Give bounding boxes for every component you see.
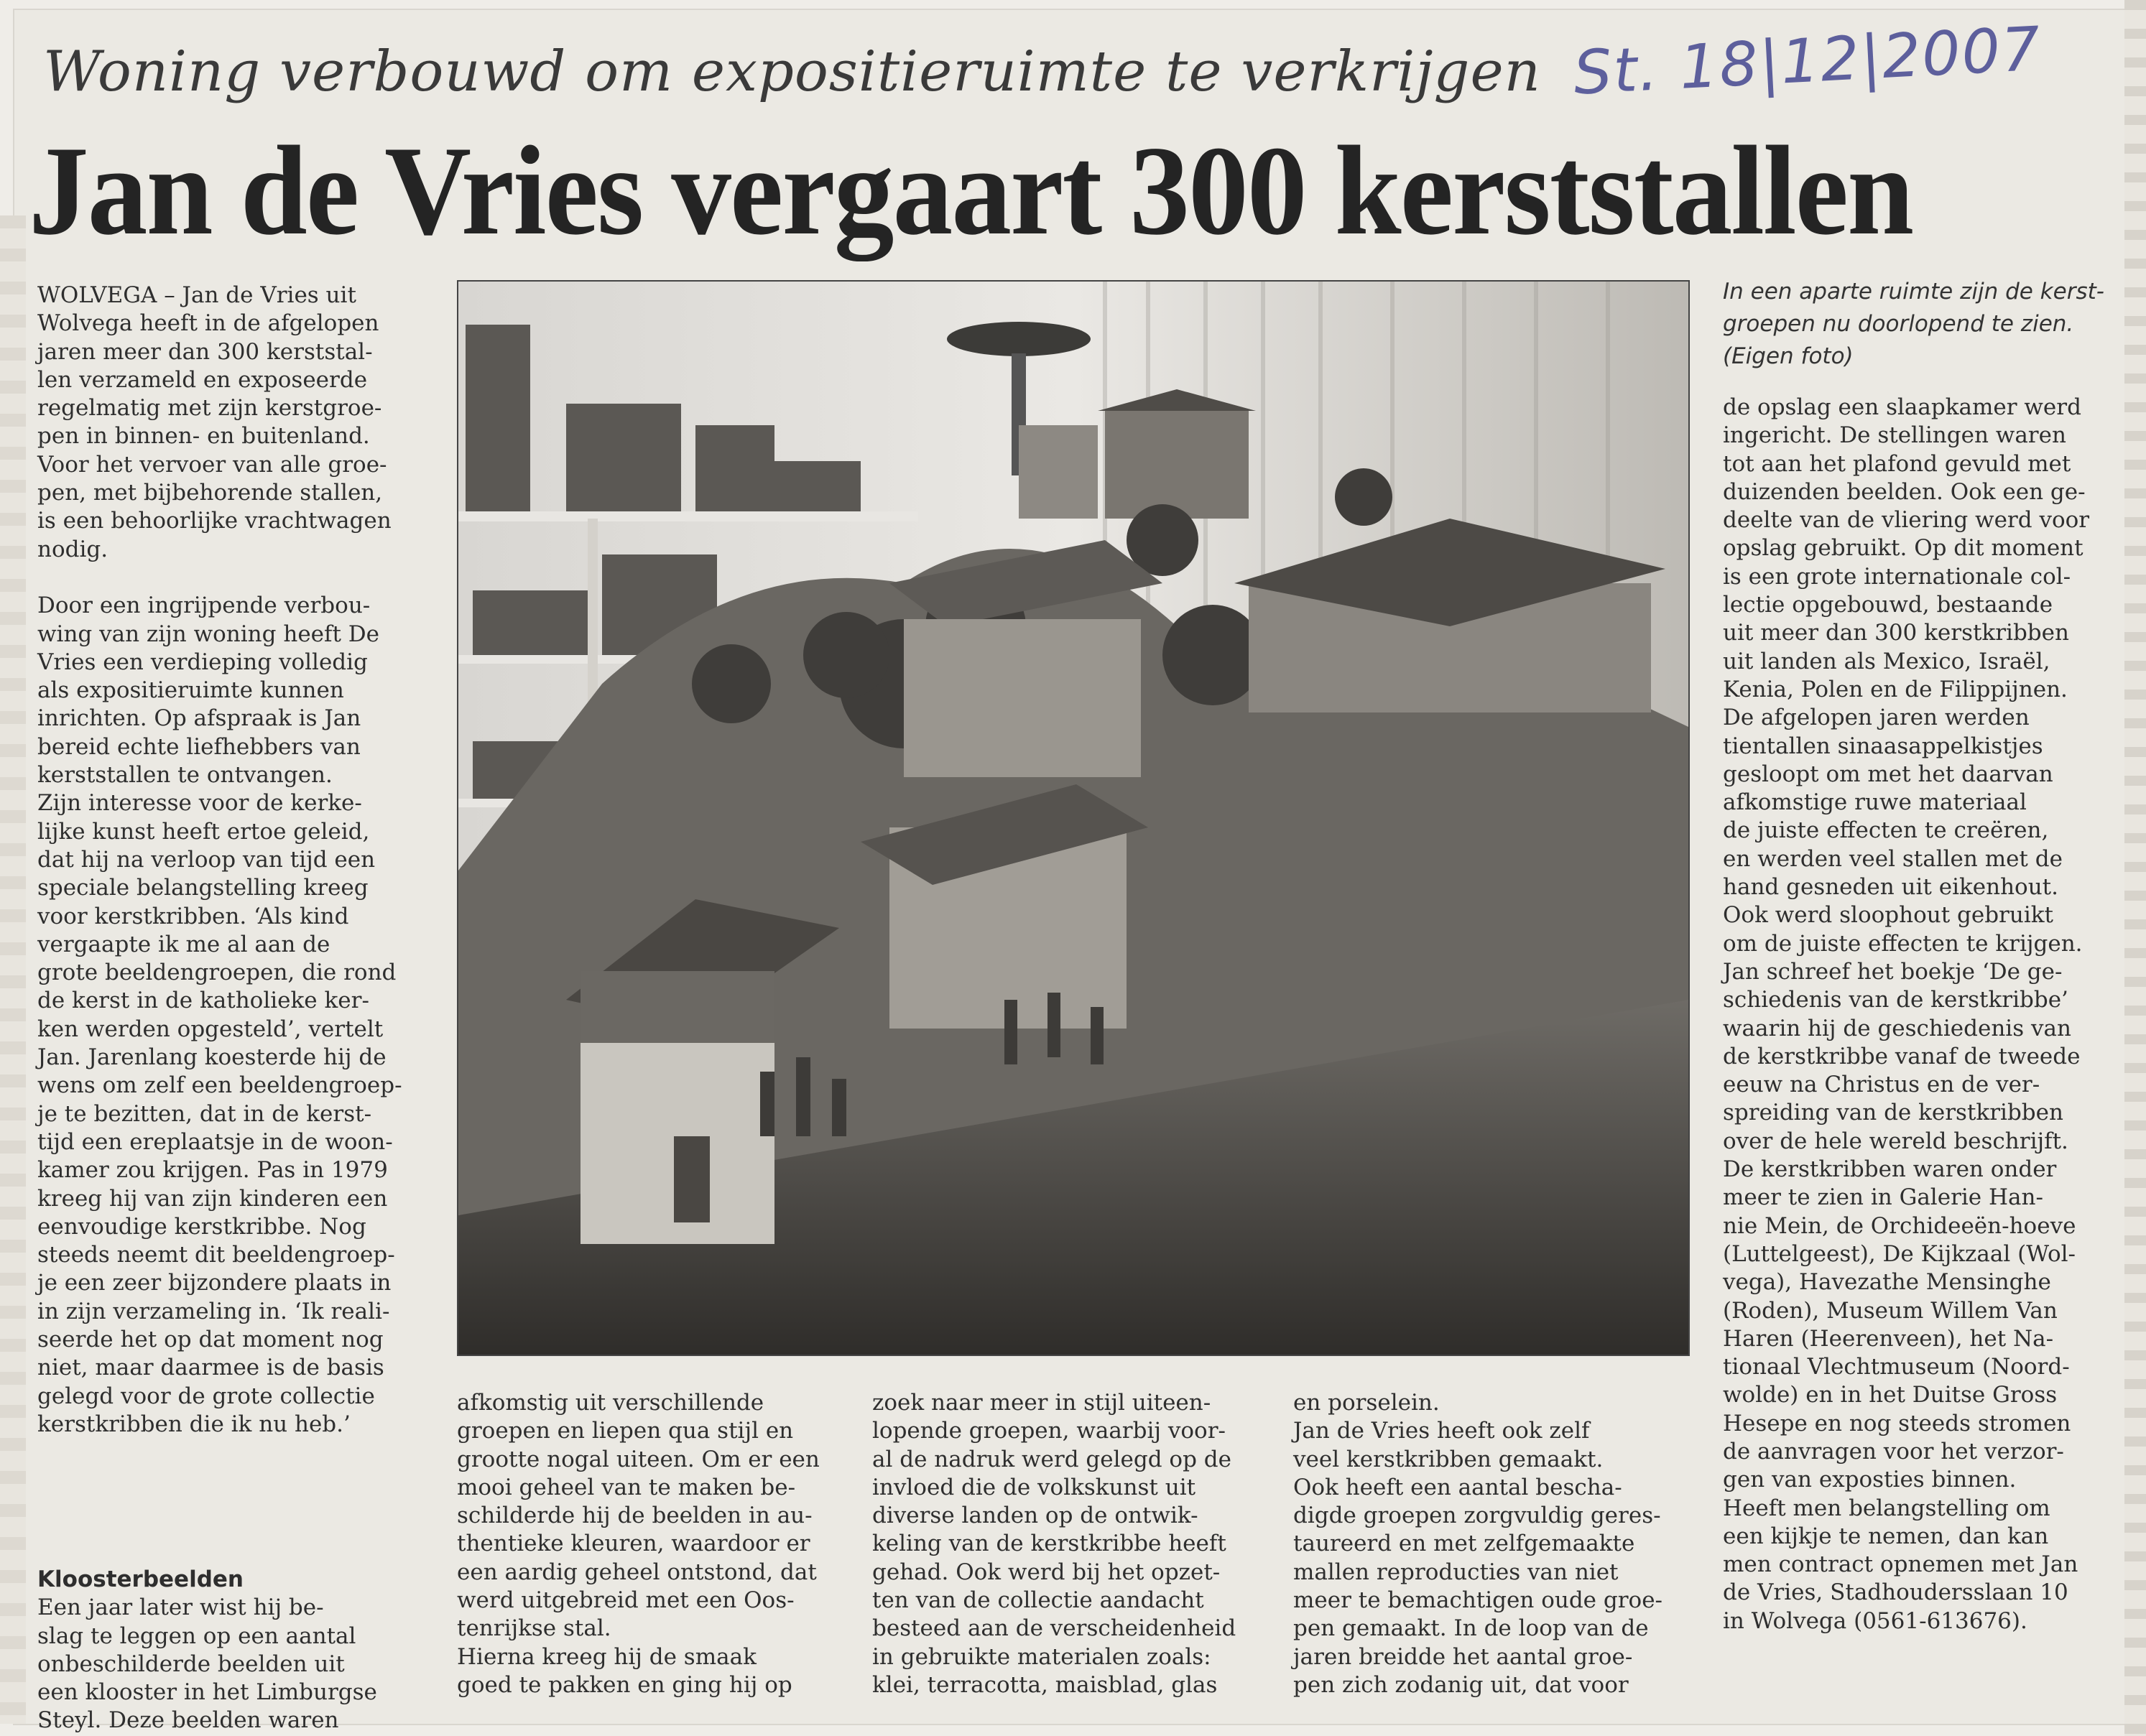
body-column-1: WOLVEGA – Jan de Vries uit Wolvega heeft in de afgelopen jaren meer dan 300 kerststal- len verzameld en exposeerde regelmatig met zijn kerstgroe- pen in binnen- en buitenland. Voor het vervoer van alle groe- pen, met bijbehorende stallen, is een behoorlijke vrachtwagen nodig. Door een ingrijpende verbou- wing van zijn woning heeft De Vries een verdieping volledig als expositieruimte kunnen inrichten. Op afspraak is Jan bereid echte liefhebbers van kerststallen te ontvangen. Zijn interesse voor de kerke- lijke kunst heeft ertoe geleid, dat hij na verloop van tijd een speciale belangstelling kreeg voor kerstkribben. ‘Als kind vergaapte ik me al aan de grote beeldengroepen, die rond de kerst in de katholieke ker- ken werden opgesteld’, vertelt Jan. Jarenlang koesterde hij de wens om zelf een beeldengroep- je te bezitten, dat in de kerst- tijd een ereplaatsje in de woon- kamer zou krijgen. Pas in 1979 kreeg hij van zijn kinderen een eenvoudige kerstkribbe. Nog steeds neemt dit beeldengroep- je een zeer bijzondere plaats in in zijn verzameling in. ‘Ik reali- seerde het op dat moment nog niet, maar daarmee is de basis gelegd voor de grote collectie kerstkribben die ik nu heb.’ xyxy=(37,282,402,1437)
photo-caption: In een aparte ruimte zijn de kerst- groepen nu doorlopend te zien. (Eigen foto) xyxy=(1723,279,2104,369)
body-column-4: en porselein. Jan de Vries heeft ook zelf veel kerstkribben gemaakt. Ook heeft een aantal bescha- digde groepen zorgvuldig geres- taureerd en met zelfgemaakte mallen reproducties van niet meer te bemachtigen oude groe- pen gemaakt. In de loop van de jaren breidde het aantal groe- pen zich zodanig uit, dat voor xyxy=(1293,1390,1663,1698)
body-column-1-bottom xyxy=(37,1537,425,1735)
handwritten-date: St. 18|12|2007 xyxy=(1571,13,2043,108)
photo-illustration xyxy=(458,282,1688,1355)
body-column-1-continued: Een jaar later wist hij be- slag te leggen op een aantal onbeschilderde beelden uit een klooster in het Limburgse Steyl. Deze beelden waren xyxy=(37,1595,377,1734)
kicker: Woning verbouwd om expositieruimte te verkrijgen xyxy=(43,40,1541,104)
headline: Jan de Vries vergaart 300 kerststallen xyxy=(29,119,1913,261)
body-column-3: zoek naar meer in stijl uiteen- lopende groepen, waarbij voor- al de nadruk werd gelegd op de invloed die de volkskunst uit diverse landen op de ontwik- keling van de kerstkribbe heeft gehad. Ook werd bij het opzet- ten van de collectie aandacht besteed aan de verscheidenheid in gebruikte materialen zoals: klei, terracotta, maisblad, glas xyxy=(872,1390,1236,1698)
body-column-2: afkomstig uit verschillende groepen en liepen qua stijl en grootte nogal uiteen. Om er een mooi geheel van te maken be- schilderde hij de beelden in au- thentieke kleuren, waardoor er een aardig geheel ontstond, dat werd uitgebreid met een Oos- tenrijkse stal. Hierna kreeg hij de smaak goed te pakken en ging hij op xyxy=(457,1390,820,1698)
adjacent-column-strip-right xyxy=(2124,0,2146,1736)
nativity-photo xyxy=(457,280,1690,1356)
adjacent-column-strip xyxy=(0,215,26,1724)
body-column-5: de opslag een slaapkamer werd ingericht. De stellingen waren tot aan het plafond gevuld met duizenden beelden. Ook een ge- deelte van de vliering werd voor opslag gebruikt. Op dit moment is een grote internationale col- lectie opgebouwd, bestaande uit meer dan 300 kerstkribben uit landen als Mexico, Israël, Kenia, Polen en de Filippijnen. De afgelopen jaren werden tientallen sinaasappelkistjes gesloopt om met het daarvan afkomstige ruwe materiaal de juiste effecten te creëren, en werden veel stallen met de hand gesneden uit eikenhout. Ook werd sloophout gebruikt om de juiste effecten te krijgen. Jan schreef het boekje ‘De ge- schiedenis van de kerstkribbe’ waarin hij de geschiedenis van de kerstkribbe vanaf de tweede eeuw na Christus en de ver- spreiding van de kerstkribben over de hele wereld beschrijft. De kerstkribben waren onder meer te zien in Galerie Han- nie Mein, de Orchideeën-hoeve (Luttelgeest), De Kijkzaal (Wol- vega), Havezathe Mensinghe (Roden), Museum Willem Van Haren (Heerenveen), het Na- tionaal Vlechtmuseum (Noord- wolde) en in het Duitse Gross Hesepe en nog steeds stromen de aanvragen voor het verzor- gen van exposties binnen. Heeft men belangstelling om een kijkje te nemen, dan kan men contract opnemen met Jan de Vries, Stadhoudersslaan 10 in Wolvega (0561-613676). xyxy=(1723,394,2090,1634)
subheading: Kloosterbeelden xyxy=(37,1566,244,1593)
